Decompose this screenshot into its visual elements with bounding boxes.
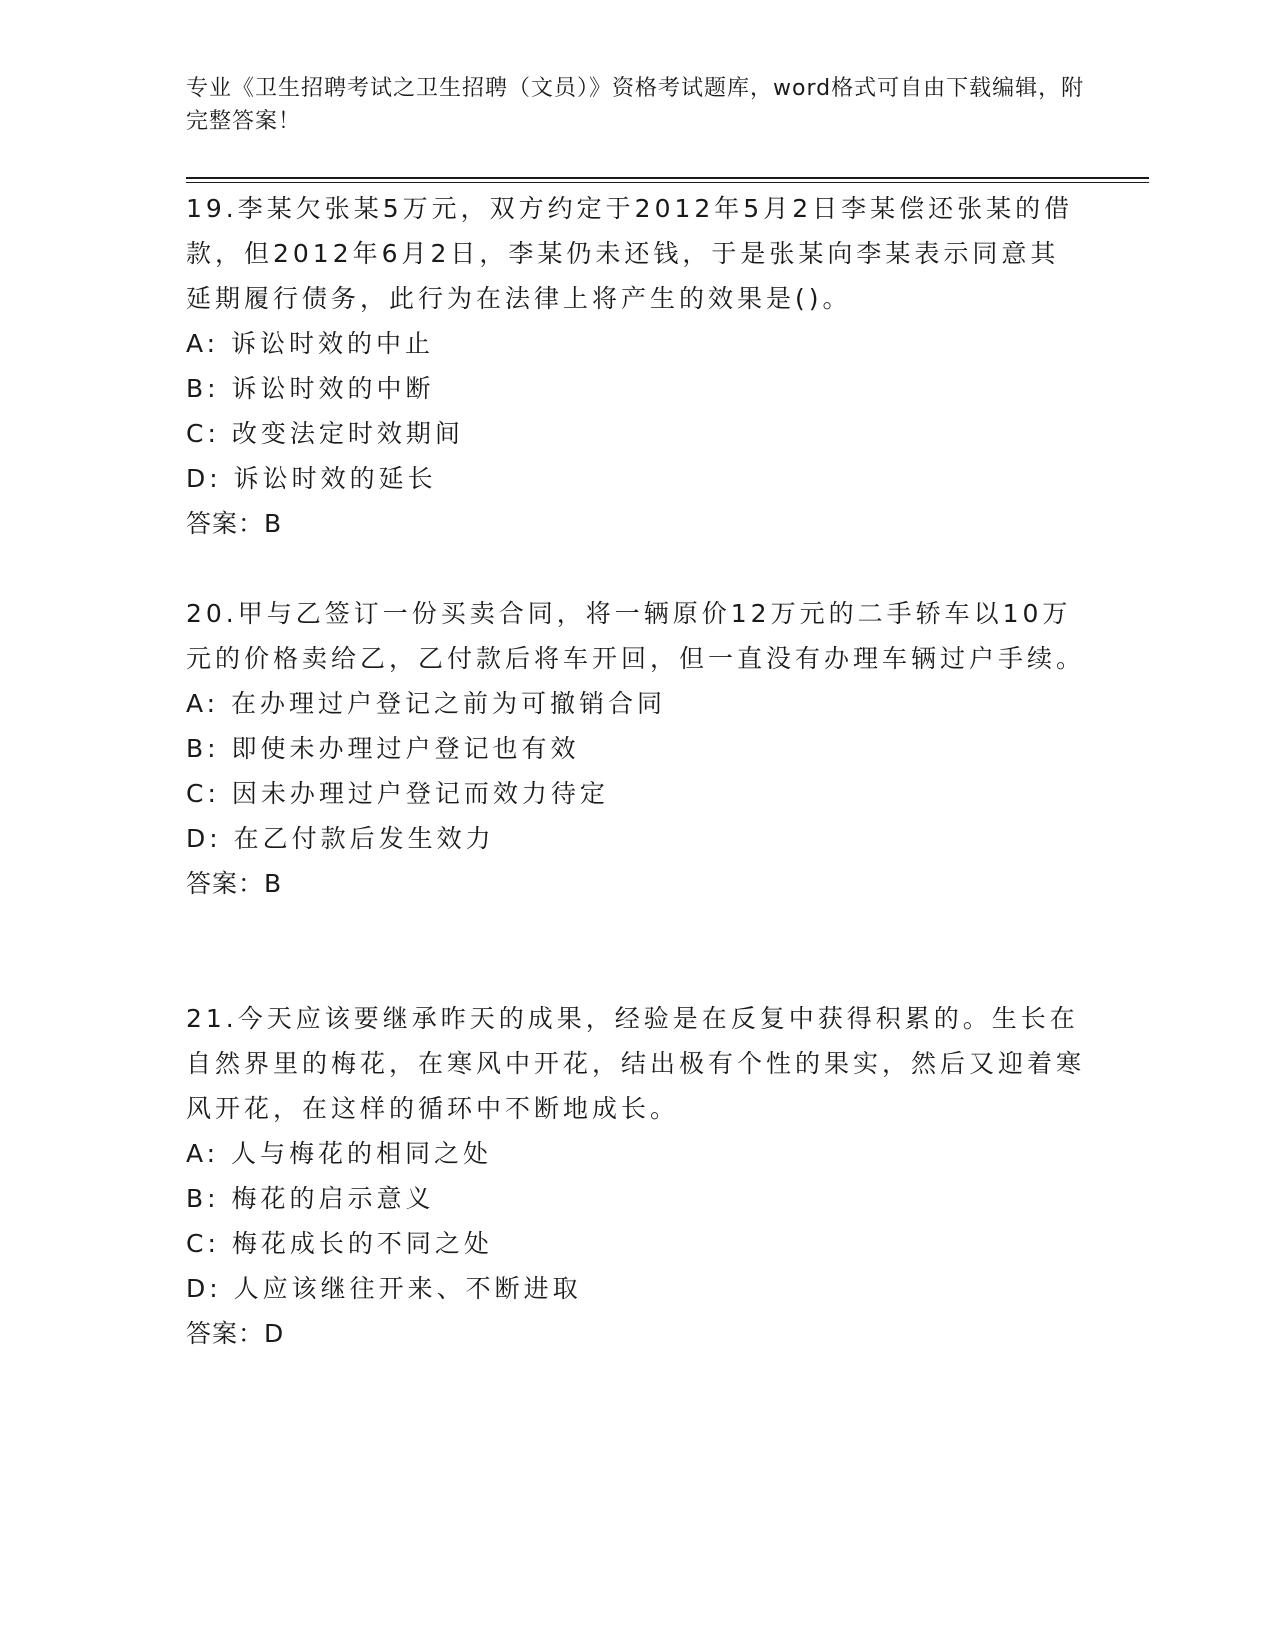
answer: 答案：B	[186, 869, 283, 898]
question-20	[186, 591, 1086, 906]
question-19	[186, 186, 1086, 546]
option-b: B: 诉讼时效的中断	[186, 374, 435, 403]
option-a: A: 人与梅花的相同之处	[186, 1139, 493, 1168]
option-c: C: 改变法定时效期间	[186, 419, 464, 448]
option-c: C: 因未办理过户登记而效力待定	[186, 779, 609, 808]
option-c: C: 梅花成长的不同之处	[186, 1229, 493, 1258]
header-rule-thick	[186, 177, 1149, 179]
option-d: D: 人应该继往开来、不断进取	[186, 1274, 582, 1303]
header-rule-thin	[186, 182, 1149, 183]
option-b: B: 梅花的启示意义	[186, 1184, 435, 1213]
option-d: D: 诉讼时效的延长	[186, 464, 437, 493]
option-b: B: 即使未办理过户登记也有效	[186, 734, 580, 763]
answer: 答案：B	[186, 509, 283, 538]
question-21	[186, 996, 1086, 1356]
question-text: 19.李某欠张某5万元，双方约定于2012年5月2日李某偿还张某的借款，但2012年6月2日，李某仍未还钱，于是张某向李某表示同意其延期履行债务，此行为在法律上将产生的效果是()。	[186, 194, 1074, 313]
option-a: A: 在办理过户登记之前为可撤销合同	[186, 689, 667, 718]
question-text: 21.今天应该要继承昨天的成果，经验是在反复中获得积累的。生长在自然界里的梅花，在寒风中开花，结出极有个性的果实，然后又迎着寒风开花，在这样的循环中不断地成长。	[186, 1004, 1086, 1123]
option-d: D: 在乙付款后发生效力	[186, 824, 495, 853]
document-header: 专业《卫生招聘考试之卫生招聘（文员）》资格考试题库，word格式可自由下载编辑，附完整答案！	[186, 76, 1085, 134]
question-text: 20.甲与乙签订一份买卖合同，将一辆原价12万元的二手轿车以10万元的价格卖给乙，乙付款后将车开回，但一直没有办理车辆过户手续。	[186, 599, 1086, 673]
option-a: A: 诉讼时效的中止	[186, 329, 435, 358]
answer: 答案：D	[186, 1319, 285, 1348]
